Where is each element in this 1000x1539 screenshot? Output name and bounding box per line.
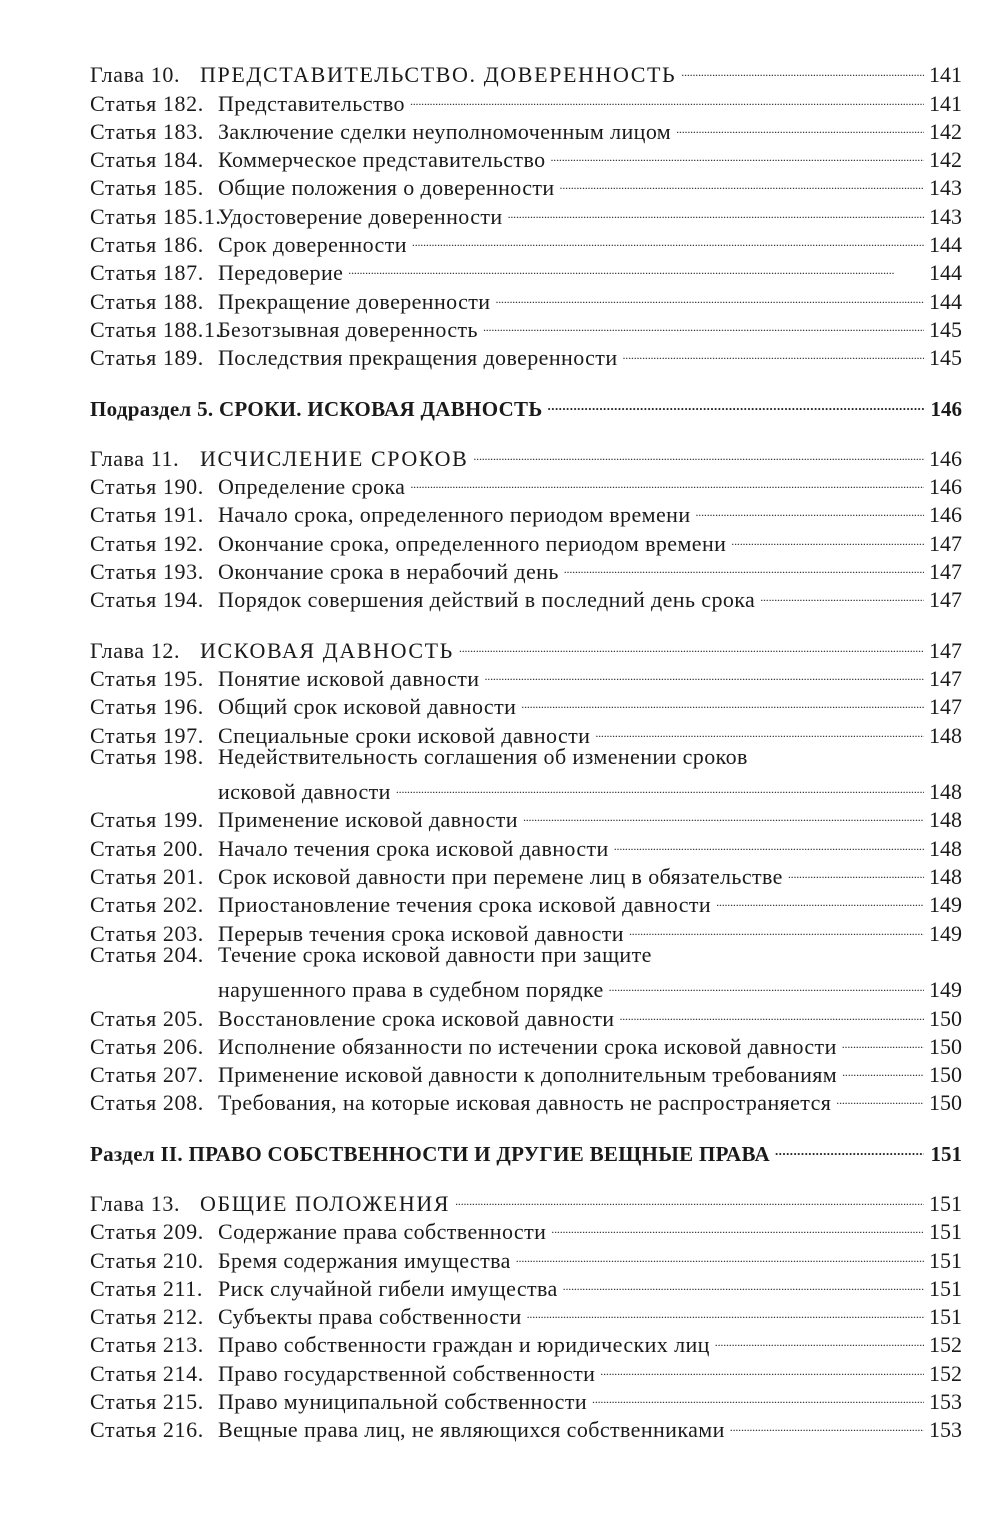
article-number: Статья 194. xyxy=(90,587,204,613)
dot-leader xyxy=(715,1324,924,1352)
article-number: Статья 207. xyxy=(90,1062,204,1088)
article-title: Содержание права собственности xyxy=(218,1219,547,1245)
chapter-title: ПРЕДСТАВИТЕЛЬСТВО. ДОВЕРЕННОСТЬ xyxy=(200,62,677,88)
dot-leader xyxy=(788,856,924,884)
page-number: 148 xyxy=(929,807,962,833)
dot-leader xyxy=(842,1054,924,1082)
article-title: Исполнение обязанности по истечении срока исковой давности xyxy=(218,1033,837,1059)
article-title: Риск случайной гибели имущества xyxy=(218,1275,558,1301)
page-number: 151 xyxy=(929,1247,962,1273)
page-number: 146 xyxy=(929,445,962,471)
part-heading-block xyxy=(90,387,962,421)
article-number: Статья 198. xyxy=(90,743,204,769)
page-number: 144 xyxy=(929,288,962,314)
page-number: 147 xyxy=(929,530,962,556)
dot-leader xyxy=(516,1239,924,1267)
article-number: Статья 216. xyxy=(90,1417,204,1443)
dot-leader xyxy=(623,337,925,365)
page-number: 146 xyxy=(929,474,962,500)
article-number: Статья 200. xyxy=(90,835,204,861)
page-number: 144 xyxy=(929,260,962,286)
article-number: Статья 205. xyxy=(90,1005,204,1031)
article-title: Право государственной собственности xyxy=(218,1360,596,1386)
article-number: Статья 183. xyxy=(90,118,204,144)
article-number: Статья 199. xyxy=(90,807,204,833)
article-number: Статья 185.1. xyxy=(90,203,222,229)
page-number: 151 xyxy=(929,1275,962,1301)
article-title-continuation: исковой давности xyxy=(218,779,391,805)
article-number: Статья 188.1. xyxy=(90,316,222,342)
page-number: 148 xyxy=(929,835,962,861)
dot-leader xyxy=(523,799,924,827)
chapter-block xyxy=(90,438,962,613)
page-number: 151 xyxy=(929,1190,962,1216)
article-title: Передоверие xyxy=(218,260,344,286)
page-number: 150 xyxy=(929,1005,962,1031)
dot-leader xyxy=(396,771,924,799)
dot-leader xyxy=(564,551,924,579)
dot-leader xyxy=(412,224,924,252)
chapter-title: ОБЩИЕ ПОЛОЖЕНИЯ xyxy=(200,1190,451,1216)
part-title: Раздел II. ПРАВО СОБСТВЕННОСТИ И ДРУГИЕ ВЕЩНЫЕ ПРАВА xyxy=(90,1141,770,1166)
chapter-number: Глава 10. xyxy=(90,62,181,88)
page-number: 149 xyxy=(929,977,962,1003)
article-entry-continuation[interactable] xyxy=(90,771,962,805)
article-title: Право собственности граждан и юридических лиц xyxy=(218,1332,710,1358)
article-title: Вещные права лиц, не являющихся собственниками xyxy=(218,1417,725,1443)
dot-leader xyxy=(676,111,924,139)
article-title: Недействительность соглашения об изменении сроков xyxy=(218,743,748,769)
page-number: 151 xyxy=(930,1141,962,1166)
article-number: Статья 201. xyxy=(90,864,204,890)
chapter-block xyxy=(90,629,962,1116)
chapter-heading[interactable] xyxy=(90,54,962,88)
dot-leader xyxy=(842,1026,924,1054)
dot-leader xyxy=(455,1183,924,1211)
article-number: Статья 182. xyxy=(90,90,204,116)
article-title: Определение срока xyxy=(218,474,406,500)
article-title: Порядок совершения действий в последний день срока xyxy=(218,587,756,613)
article-number: Статья 206. xyxy=(90,1033,204,1059)
table-of-contents xyxy=(90,54,962,1443)
page-number: 151 xyxy=(929,1219,962,1245)
dot-leader xyxy=(731,522,924,550)
page-number: 142 xyxy=(929,147,962,173)
dot-leader xyxy=(410,466,924,494)
article-number: Статья 210. xyxy=(90,1247,204,1273)
article-number: Статья 188. xyxy=(90,288,204,314)
dot-leader xyxy=(730,1409,924,1437)
dot-leader xyxy=(484,658,924,686)
article-title: Прекращение доверенности xyxy=(218,288,491,314)
page-number: 147 xyxy=(929,587,962,613)
article-number: Статья 184. xyxy=(90,147,204,173)
page-number: 147 xyxy=(929,694,962,720)
dot-leader xyxy=(548,387,924,415)
dot-leader xyxy=(614,827,924,855)
article-number: Статья 214. xyxy=(90,1360,204,1386)
article-number: Статья 203. xyxy=(90,920,204,946)
dot-leader xyxy=(629,912,924,940)
page-number: 149 xyxy=(929,920,962,946)
article-number: Статья 211. xyxy=(90,1275,204,1301)
dot-leader xyxy=(836,1082,924,1110)
article-number: Статья 189. xyxy=(90,345,204,371)
article-number: Статья 209. xyxy=(90,1219,204,1245)
page-number: 146 xyxy=(930,396,962,421)
article-title: Общий срок исковой давности xyxy=(218,694,517,720)
part-heading[interactable] xyxy=(90,1132,962,1166)
dot-leader xyxy=(551,139,925,167)
article-title: Заключение сделки неуполномоченным лицом xyxy=(218,118,672,144)
article-title: Начало течения срока исковой давности xyxy=(218,835,609,861)
page-number: 148 xyxy=(929,779,962,805)
article-title: Право муниципальной собственности xyxy=(218,1389,588,1415)
dot-leader xyxy=(619,997,924,1025)
page-number: 151 xyxy=(929,1304,962,1330)
article-number: Статья 204. xyxy=(90,941,204,967)
page-number: 143 xyxy=(929,175,962,201)
article-title: Удостоверение доверенности xyxy=(218,203,503,229)
article-number: Статья 187. xyxy=(90,260,204,286)
page-number: 149 xyxy=(929,892,962,918)
page-number: 148 xyxy=(929,722,962,748)
dot-leader xyxy=(473,438,924,466)
article-number: Статья 190. xyxy=(90,474,204,500)
chapter-number: Глава 13. xyxy=(90,1190,181,1216)
article-title: Применение исковой давности к дополнительным требованиям xyxy=(218,1062,838,1088)
chapter-title: ИСКОВАЯ ДАВНОСТЬ xyxy=(200,637,454,663)
chapter-heading[interactable] xyxy=(90,1183,962,1216)
dot-leader xyxy=(551,1211,924,1239)
chapter-heading[interactable] xyxy=(90,629,962,663)
page-number: 150 xyxy=(929,1090,962,1116)
article-number: Статья 213. xyxy=(90,1332,204,1358)
article-number: Статья 212. xyxy=(90,1304,204,1330)
dot-leader xyxy=(592,1381,924,1409)
page-number: 142 xyxy=(929,118,962,144)
dot-leader xyxy=(600,1352,924,1380)
article-title: Применение исковой давности xyxy=(218,807,518,833)
article-number: Статья 192. xyxy=(90,530,204,556)
page-number: 152 xyxy=(929,1332,962,1358)
article-number: Статья 202. xyxy=(90,892,204,918)
dot-leader xyxy=(495,280,924,308)
page-number: 147 xyxy=(929,559,962,585)
article-title: Срок доверенности xyxy=(218,232,407,258)
article-entry[interactable] xyxy=(90,743,962,771)
page-number: 150 xyxy=(929,1033,962,1059)
part-title: Подраздел 5. СРОКИ. ИСКОВАЯ ДАВНОСТЬ xyxy=(90,396,543,421)
article-number: Статья 215. xyxy=(90,1389,204,1415)
page-number: 141 xyxy=(929,90,962,116)
article-title: Специальные сроки исковой давности xyxy=(218,722,591,748)
chapter-block xyxy=(90,54,962,371)
article-title: Приостановление течения срока исковой давности xyxy=(218,892,712,918)
dot-leader xyxy=(410,82,924,110)
article-title: Последствия прекращения доверенности xyxy=(218,345,618,371)
article-title: Представительство xyxy=(218,90,405,116)
page-number: 143 xyxy=(929,203,962,229)
article-title: Бремя содержания имущества xyxy=(218,1247,511,1273)
article-title: Восстановление срока исковой давности xyxy=(218,1005,615,1031)
article-number: Статья 185. xyxy=(90,175,204,201)
dot-leader xyxy=(609,969,924,997)
article-title: Срок исковой давности при перемене лиц в обязательстве xyxy=(218,864,783,890)
article-title: Начало срока, определенного периодом времени xyxy=(218,502,691,528)
article-title: Перерыв течения срока исковой давности xyxy=(218,920,624,946)
page-number: 148 xyxy=(929,864,962,890)
dot-leader xyxy=(508,195,924,223)
page-number: 147 xyxy=(929,665,962,691)
dot-leader xyxy=(563,1268,924,1296)
dot-leader xyxy=(775,1132,924,1160)
page-number: 144 xyxy=(929,232,962,258)
article-number: Статья 195. xyxy=(90,665,204,691)
article-title: Требования, на которые исковая давность не распространяется xyxy=(218,1090,832,1116)
dot-leader xyxy=(716,884,924,912)
article-number: Статья 197. xyxy=(90,722,204,748)
article-title: Безотзывная доверенность xyxy=(218,316,478,342)
page-number: 141 xyxy=(929,62,962,88)
dot-leader xyxy=(527,1296,924,1324)
part-heading[interactable] xyxy=(90,387,962,421)
article-title: Течение срока исковой давности при защите xyxy=(218,941,652,967)
article-title: Общие положения о доверенности xyxy=(218,175,555,201)
page-number: 145 xyxy=(929,345,962,371)
dot-leader xyxy=(521,686,924,714)
dot-leader xyxy=(595,714,924,742)
dot-leader xyxy=(696,494,925,522)
article-title: Окончание срока, определенного периодом времени xyxy=(218,530,727,556)
chapter-number: Глава 12. xyxy=(90,637,181,663)
dot-leader xyxy=(681,54,924,82)
article-entry-continuation[interactable] xyxy=(90,969,962,1003)
article-title-continuation: нарушенного права в судебном порядке xyxy=(218,977,604,1003)
page-number: 152 xyxy=(929,1360,962,1386)
dot-leader xyxy=(760,579,924,607)
dot-leader xyxy=(483,309,924,337)
article-title: Субъекты права собственности xyxy=(218,1304,522,1330)
page-number: 147 xyxy=(929,637,962,663)
page-number: 153 xyxy=(929,1389,962,1415)
chapter-block xyxy=(90,1183,962,1443)
dot-leader xyxy=(459,629,924,657)
chapter-number: Глава 11. xyxy=(90,445,180,471)
article-number: Статья 193. xyxy=(90,559,204,585)
article-title: Окончание срока в нерабочий день xyxy=(218,559,559,585)
article-entry[interactable] xyxy=(90,941,962,969)
article-title: Понятие исковой давности xyxy=(218,665,480,691)
article-number: Статья 186. xyxy=(90,232,204,258)
part-heading-block xyxy=(90,1132,962,1166)
article-title: Коммерческое представительство xyxy=(218,147,546,173)
article-number: Статья 196. xyxy=(90,694,204,720)
dot-leader xyxy=(348,252,924,280)
article-number: Статья 191. xyxy=(90,502,204,528)
page-number: 146 xyxy=(929,502,962,528)
dot-leader xyxy=(560,167,924,195)
page-number: 153 xyxy=(929,1417,962,1443)
article-number: Статья 208. xyxy=(90,1090,204,1116)
page-number: 150 xyxy=(929,1062,962,1088)
page-number: 145 xyxy=(929,316,962,342)
chapter-heading[interactable] xyxy=(90,438,962,471)
chapter-title: ИСЧИСЛЕНИЕ СРОКОВ xyxy=(200,445,469,471)
